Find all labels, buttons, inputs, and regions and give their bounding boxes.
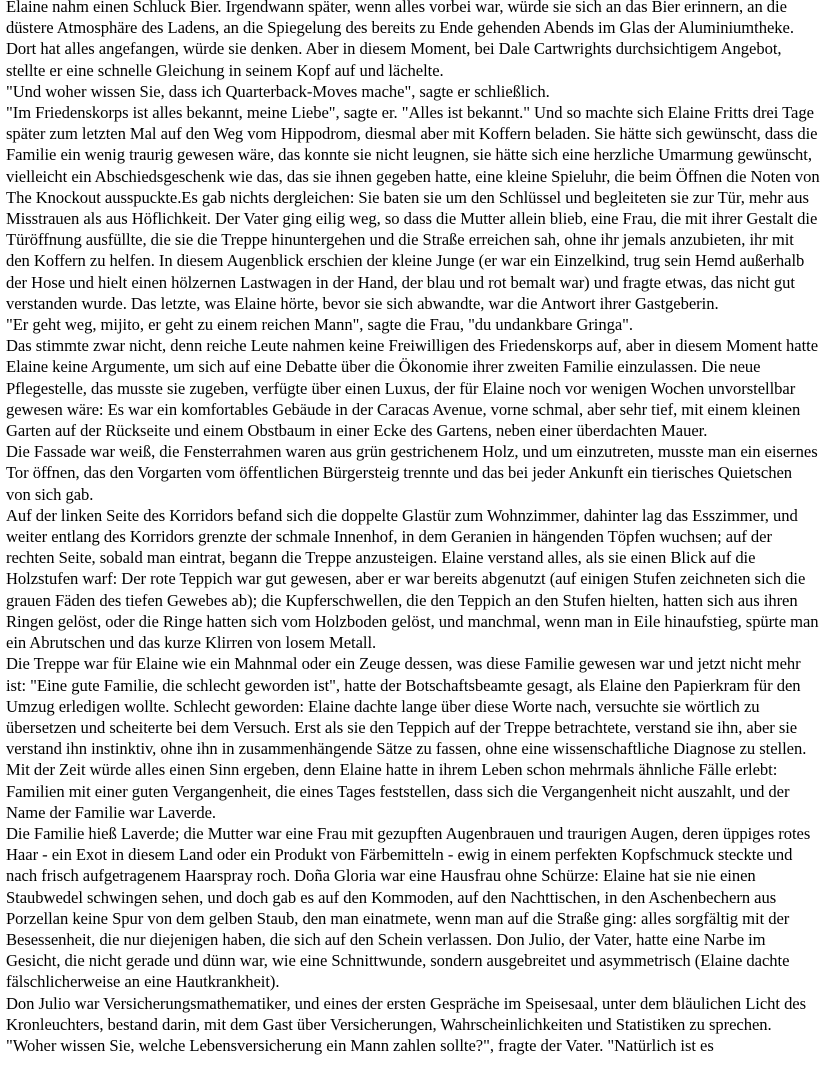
- paragraph: "Im Friedenskorps ist alles bekannt, meine Liebe", sagte er. "Alles ist bekannt." Und so machte sich Elaine Fritts drei Tage später zum letzten Mal auf den Weg vom Hippodrom, diesmal aber mit Koffern beladen. Sie hätte sich gewünscht, dass die Familie ein wenig traurig gewesen wäre, das konnte sie nicht leugnen, sie hätte sich eine herzliche Umarmung gewünscht, vielleicht ein Abschiedsgeschenk wie das, das sie ihnen gegeben hatte, eine kleine Spieluhr, die beim Öffnen die Noten von The Knockout ausspuckte.Es gab nichts dergleichen: Sie baten sie um den Schlüssel und begleiteten sie zur Tür, mehr aus Misstrauen als aus Höflichkeit. Der Vater ging eilig weg, so dass die Mutter allein blieb, eine Frau, die mit ihrer Gestalt die Türöffnung ausfüllte, die sie die Treppe hinuntergehen und die Straße erreichen sah, ohne ihr jemals anzubieten, ihr mit den Koffern zu helfen. In diesem Augenblick erschien der kleine Junge (er war ein Einzelkind, trug sein Hemd außerhalb der Hose und hielt einen hölzernen Lastwagen in der Hand, der blau und rot bemalt war) und fragte etwas, das nicht gut verstanden wurde. Das letzte, was Elaine hörte, bevor sie sich abwandte, war die Antwort ihrer Gastgeberin.: [6, 103, 820, 313]
- paragraph: "Er geht weg, mijito, er geht zu einem reichen Mann", sagte die Frau, "du undankbare Gringa".: [6, 315, 633, 335]
- paragraph: Elaine nahm einen Schluck Bier. Irgendwann später, wenn alles vorbei war, würde sie sich an das Bier erinnern, an die düstere Atmosphäre des Ladens, an die Spiegelung des bereits zu Ende gehenden Abends im Glas der Aluminiumtheke. Dort hat alles angefangen, würde sie denken. Aber in diesem Moment, bei Dale Cartwrights durchsichtigem Angebot, stellte er eine schnelle Gleichung in seinem Kopf auf und lächelte.: [6, 0, 794, 80]
- paragraph: "Woher wissen Sie, welche Lebensversicherung ein Mann zahlen sollte?", fragte der Vater. "Natürlich ist es: [6, 1035, 714, 1055]
- paragraph: "Und woher wissen Sie, dass ich Quarterback-Moves mache", sagte er schließlich.: [6, 81, 550, 101]
- paragraph: Das stimmte zwar nicht, denn reiche Leute nahmen keine Freiwilligen des Friedenskorps auf, aber in diesem Moment hatte Elaine keine Argumente, um sich auf eine Debatte über die Ökonomie ihrer zweiten Familie einzulassen. Die neue Pflegestelle, das musste sie zugeben, verfügte über einen Luxus, der für Elaine noch vor wenigen Wochen unvorstellbar gewesen wäre: Es war ein komfortables Gebäude in der Caracas Avenue, vorne schmal, aber sehr tief, mit einem kleinen Garten auf der Rückseite und einem Obstbaum in einer Ecke des Gartens, neben einer überdachten Mauer.: [6, 336, 819, 441]
- paragraph: Die Fassade war weiß, die Fensterrahmen waren aus grün gestrichenem Holz, und um einzutreten, musste man ein eisernes Tor öffnen, das den Vorgarten vom öffentlichen Bürgersteig trennte und das bei jeder Ankunft ein tierisches Quietschen von sich gab.: [6, 442, 818, 504]
- paragraph: Die Treppe war für Elaine wie ein Mahnmal oder ein Zeuge dessen, was diese Familie gewesen war und jetzt nicht mehr ist: "Eine gute Familie, die schlecht geworden ist", hatte der Botschaftsbeamte gesagt, als Elaine den Papierkram für den Umzug erledigen wollte. Schlecht geworden: Elaine dachte lange über diese Worte nach, versuchte sie wörtlich zu übersetzen und scheiterte bei dem Versuch. Erst als sie den Teppich auf der Treppe betrachtete, verstand sie ihn, aber sie verstand ihn instinktiv, ohne ihn in zusammenhängende Sätze zu fassen, ohne eine wissenschaftliche Diagnose zu stellen.: [6, 654, 807, 759]
- paragraph: Auf der linken Seite des Korridors befand sich die doppelte Glastür zum Wohnzimmer, dahinter lag das Esszimmer, und weiter entlang des Korridors grenzte der schmale Innenhof, in dem Geranien in hängenden Töpfen wuchsen; auf der rechten Seite, sobald man eintrat, begann die Treppe anzusteigen. Elaine verstand alles, als sie einen Blick auf die Holzstufen warf: Der rote Teppich war gut gewesen, aber er war bereits abgenutzt (auf einigen Stufen zeichneten sich die grauen Fäden des tiefen Gewebes ab); die Kupferschwellen, die den Teppich an den Stufen hielten, hatten sich aus ihren Ringen gelöst, oder die Ringe hatten sich vom Holzboden gelöst, und manchmal, wenn man in Eile hinaufstieg, spürte man ein Abrutschen und das kurze Klirren von losem Metall.: [6, 505, 819, 653]
- paragraph: Die Familie hieß Laverde; die Mutter war eine Frau mit gezupften Augenbrauen und traurigen Augen, deren üppiges rotes Haar - ein Exot in diesem Land oder ein Produkt von Färbemitteln - ewig in einem perfekten Kopfschmuck steckte und nach frisch aufgetragenem Haarspray roch. Doña Gloria war eine Hausfrau ohne Schürze: Elaine hat sie nie einen Staubwedel schwingen sehen, und doch gab es auf den Kommoden, auf den Nachttischen, in den Aschenbechern aus Porzellan keine Spur von dem gelben Staub, den man einatmete, wenn man auf die Straße ging: alles sorgfältig mit der Besessenheit, die nur diejenigen haben, die sich auf den Schein verlassen. Don Julio, der Vater, hatte eine Narbe im Gesicht, die nicht gerade und dünn war, wie eine Schnittwunde, sondern ausgebreitet und asymmetrisch (Elaine dachte fälschlicherweise an eine Hautkrankheit).: [6, 823, 811, 992]
- paragraph: Don Julio war Versicherungsmathematiker, und eines der ersten Gespräche im Speisesaal, unter dem bläulichen Licht des Kronleuchters, bestand darin, mit dem Gast über Versicherungen, Wahrscheinlichkeiten und Statistiken zu sprechen.: [6, 993, 807, 1034]
- paragraph: Mit der Zeit würde alles einen Sinn ergeben, denn Elaine hatte in ihrem Leben schon mehrmals ähnliche Fälle erlebt: Familien mit einer guten Vergangenheit, die eines Tages feststellen, dass sich die Vergangenheit nicht auszahlt, und der Name der Familie war Laverde.: [6, 760, 790, 822]
